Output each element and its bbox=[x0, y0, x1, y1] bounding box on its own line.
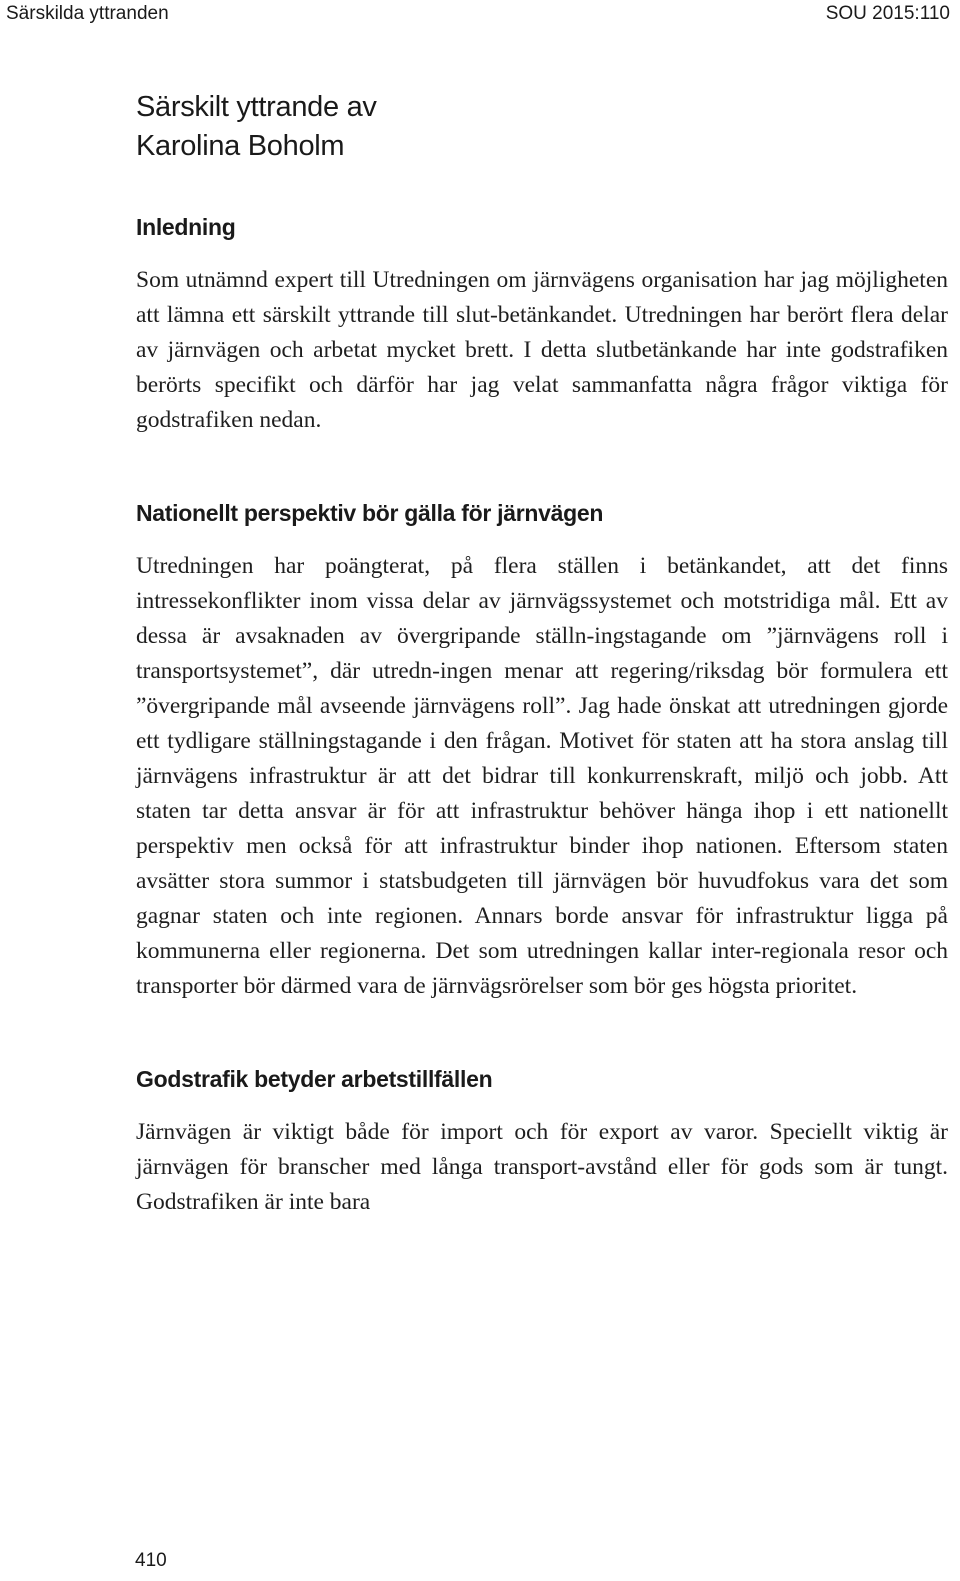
header-section-title: Särskilda yttranden bbox=[6, 3, 169, 24]
section-paragraph: Utredningen har poängterat, på flera ställen i betänkandet, att det finns intressekonflikter inom vissa delar av järnvägssystemet och motstridiga mål. Ett av dessa är avsaknaden av övergripande ställn-ingstagande om ”järnvägens roll i transportsystemet”, där utredn-ingen menar att regering/riksdag bör formulera ett ”övergripande mål avseende järnvägens roll”. Jag hade önskat att utredningen gjorde ett tydligare ställningstagande i den frågan. Motivet för staten att ha stora anslag till järnvägens infrastruktur är att det bidrar till konkurrenskraft, miljö och jobb. Att staten tar detta ansvar är för att infrastruktur behöver hänga ihop i ett nationellt perspektiv men också för att infrastruktur binder ihop nationen. Eftersom staten avsätter stora summor i statsbudgeten till järnvägen bör huvudfokus vara det som gagnar staten och inte regionen. Annars borde ansvar för infrastruktur ligga på kommunerna eller regionerna. Det som utredningen kallar inter-regionala resor och transporter bör därmed vara de järnvägsrörelser som bör ges högsta prioritet. bbox=[136, 553, 948, 999]
page-number: 410 bbox=[135, 1550, 167, 1571]
document-title-line-1: Särskilt yttrande av bbox=[136, 91, 377, 123]
section-inledning bbox=[136, 212, 948, 438]
section-heading: Nationellt perspektiv bör gälla för järnvägen bbox=[136, 500, 604, 526]
document-title-line-2: Karolina Boholm bbox=[136, 130, 345, 162]
section-nationellt-perspektiv bbox=[136, 498, 948, 1004]
document-title bbox=[136, 88, 948, 166]
section-paragraph: Som utnämnd expert till Utredningen om järnvägens organisation har jag möjligheten att lämna ett särskilt yttrande till slut-betänkandet. Utredningen har berört flera delar av järnvägen och arbetat mycket brett. I detta slutbetänkande har inte godstrafiken berörts specifikt och därför har jag velat sammanfatta några frågor viktiga för godstrafiken nedan. bbox=[136, 267, 948, 433]
section-heading: Godstrafik betyder arbetstillfällen bbox=[136, 1066, 493, 1092]
page-content bbox=[136, 88, 948, 1220]
section-heading: Inledning bbox=[136, 214, 236, 240]
section-paragraph: Järnvägen är viktigt både för import och för export av varor. Speciellt viktig är järnvägen för branscher med långa transport-avstånd eller för gods som är tungt. Godstrafiken är inte bara bbox=[136, 1119, 948, 1215]
running-header bbox=[0, 0, 960, 30]
section-godstrafik bbox=[136, 1064, 948, 1220]
header-document-id: SOU 2015:110 bbox=[825, 3, 950, 24]
